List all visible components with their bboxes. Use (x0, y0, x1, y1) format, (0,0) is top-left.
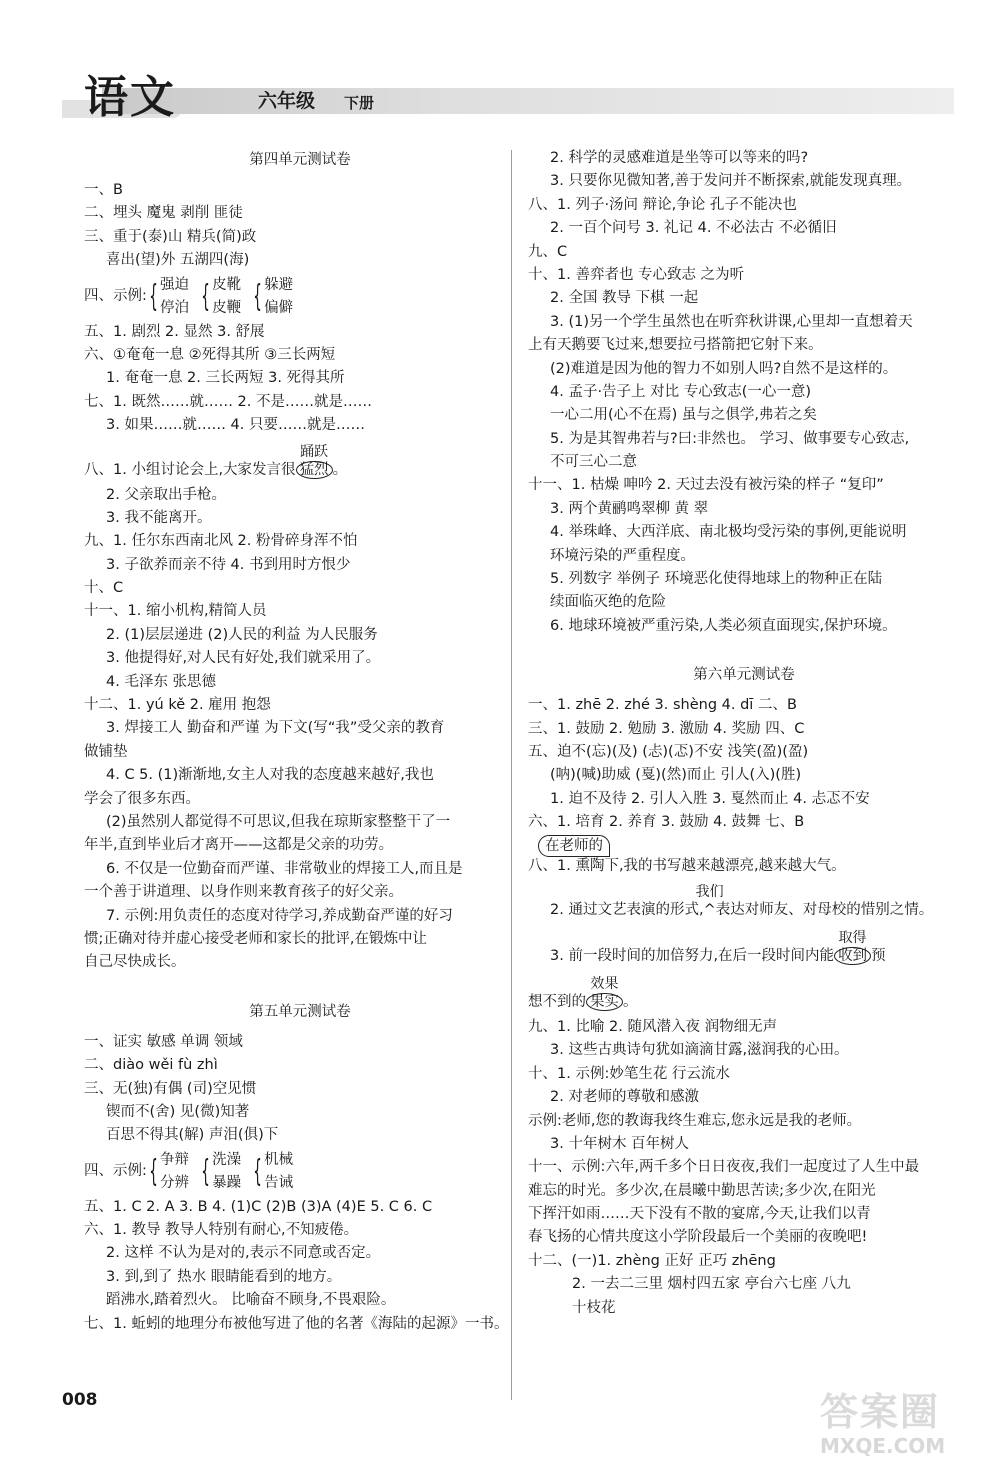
word-pair (212, 1149, 241, 1195)
word-pair (264, 274, 293, 320)
answer-text: 。 (332, 461, 348, 478)
answer-line: 七、1. 蚯蚓的地理分布被他写进了他的名著《海陆的起源》一书。 (84, 1315, 509, 1332)
answer-line: 惯;正确对待并虚心接受老师和家长的批评,在锻炼中让 (84, 930, 427, 947)
answer-label: 四、示例: (84, 1162, 147, 1179)
answer-line: 3. 这些古典诗句犹如滴滴甘露,滋润我的心田。 (550, 1042, 849, 1059)
word: 分辨 (159, 1174, 189, 1191)
answer-line (528, 970, 960, 1016)
watermark-url: MXQE.COM (820, 1434, 946, 1458)
answer-line: 八、1. 列子·汤问 辩论,争论 孔子不能决也 (528, 196, 797, 213)
answer-line: 一心二用(心不在焉) 虽与之俱学,弗若之矣 (550, 407, 818, 424)
unit6-title: 第六单元测试卷 (693, 667, 795, 684)
answer-label: 四、示例: (84, 287, 147, 304)
answer-line: 二、埋头 魔鬼 剥削 匪徒 (84, 205, 243, 222)
correction-mark (296, 438, 333, 502)
answer-line: 3. 他提得好,对人民有好处,我们就采用了。 (106, 650, 381, 667)
insertion-word: 我们 (695, 883, 724, 900)
answer-line (528, 878, 960, 924)
answer-line: 十枝花 (572, 1299, 616, 1316)
answer-line: 锲而不(舍) 见(微)知著 (106, 1103, 250, 1120)
correction-word: 取得 (838, 929, 867, 946)
answer-text: 预 (871, 947, 886, 964)
brace-glyph: { (201, 1153, 210, 1189)
answer-line: 4. 举珠峰、大西洋底、南北极均受污染的事例,更能说明 (550, 524, 907, 541)
answer-line: 喜出(望)外 五湖四(海) (106, 252, 250, 269)
answer-line: 春飞扬的心情共度这小学阶段最后一个美丽的夜晚吧! (528, 1229, 868, 1246)
answer-line: 七、1. 既然……就…… 2. 不是……就是…… (84, 393, 372, 410)
answer-line: 一、B (84, 182, 123, 198)
correction-word: 踊跃 (300, 443, 329, 460)
answer-line: 2. 全国 教导 下棋 一起 (550, 290, 699, 307)
answer-line: (呐)(喊)助威 (戛)(然)而止 引人(入)(胜) (550, 767, 802, 784)
answer-line: 4. 孟子·告子上 对比 专心致志(一心一意) (550, 383, 812, 400)
circled-word: 果实 (586, 993, 623, 1011)
word: 偏僻 (264, 299, 294, 316)
word-pair-group (84, 273, 516, 321)
answer-line: 3. 子欲养而亲不待 4. 书到用时方恨少 (106, 556, 351, 573)
answer-line: 3. 十年树木 百年树人 (550, 1135, 690, 1152)
answer-line: 三、1. 鼓励 2. 勉励 3. 激励 4. 奖励 四、C (528, 720, 805, 737)
circled-word: 收到 (834, 947, 871, 965)
answer-line: 3. 到,到了 热水 眼睛能看到的地方。 (106, 1268, 342, 1285)
answer-text: 想不到的 (528, 993, 586, 1010)
answer-line: 六、①奄奄一息 ②死得其所 ③三长两短 (84, 346, 336, 363)
answer-line: (2)难道是因为他的智力不如别人吗?自然不是这样的。 (550, 360, 898, 377)
answer-line: 三、无(独)有偶 (司)空见惯 (84, 1080, 257, 1097)
answer-line (84, 438, 516, 484)
word: 皮靴 (212, 276, 242, 293)
answer-line: 2. (1)层层递进 (2)人民的利益 为人民服务 (106, 626, 378, 643)
answer-line: (2)虽然别人都觉得不可思议,但我在琼斯家整整干了一 (106, 813, 451, 830)
volume-label: 下册 (344, 94, 375, 112)
insertion-note-row (528, 835, 960, 855)
brace-glyph: { (253, 278, 262, 314)
word: 洗澡 (212, 1151, 242, 1168)
brace-glyph: { (149, 278, 158, 314)
answer-line: 自己尽快成长。 (84, 954, 186, 971)
unit4-title: 第四单元测试卷 (249, 152, 351, 168)
answer-line: 八、1. 熏陶下,我的书写越来越漂亮,越来越大气。 (528, 857, 846, 874)
insertion-note: 在老师的 (538, 835, 610, 857)
word-pair-group (84, 1148, 516, 1196)
answer-line: 九、1. 比喻 2. 随风潜入夜 润物细无声 (528, 1018, 778, 1035)
word: 告诫 (264, 1174, 294, 1191)
word: 躲避 (264, 276, 294, 293)
answer-line: 六、1. 教导 教导人特别有耐心,不知疲倦。 (84, 1222, 359, 1239)
answer-line: 2. 这样 不认为是对的,表示不同意或否定。 (106, 1245, 381, 1262)
grade-label: 六年级 (258, 90, 316, 112)
answer-line: 一、1. zhē 2. zhé 3. shèng 4. dī 二、B (528, 697, 797, 714)
answer-line: 十一、1. 枯燥 呻吟 2. 天过去没有被污染的样子 “复印” (528, 477, 884, 494)
correction-word: 效果 (590, 975, 619, 992)
answer-line: 十一、示例:六年,两千多个日日夜夜,我们一起度过了人生中最 (528, 1159, 920, 1176)
answer-line: 九、1. 任尔东西南北风 2. 粉骨碎身浑不怕 (84, 533, 358, 550)
answer-text: 表达对师友、对母校的惜别之情。 (715, 901, 934, 918)
answer-line: 十、1. 示例:妙笔生花 行云流水 (528, 1065, 730, 1082)
answer-line: 不可三心二意 (550, 454, 637, 471)
answer-line: 难忘的时光。多少次,在晨曦中勤思苦读;多少次,在阳光 (528, 1182, 876, 1199)
watermark-text: 答案圈 (820, 1390, 941, 1434)
answer-line: 五、迫不(忘)(及) (忐)(忑)不安 浅笑(盈)(盈) (528, 743, 809, 760)
answer-line: 一、证实 敏感 单调 领域 (84, 1033, 243, 1050)
page-number: 008 (62, 1390, 98, 1410)
answer-line: 九、C (528, 243, 568, 260)
answer-line: 2. 父亲取出手枪。 (106, 486, 226, 503)
answer-line: 3. 只要你见微知著,善于发问并不断探索,就能发现真理。 (550, 173, 912, 190)
brace-glyph: { (253, 1153, 262, 1189)
answer-line: 蹈沸水,踏着烈火。 比喻奋不顾身,不畏艰险。 (106, 1292, 396, 1309)
answer-line: 十、C (84, 580, 124, 597)
answer-line: 学会了很多东西。 (84, 790, 200, 807)
answer-line: 二、diào wěi fù zhì (84, 1057, 218, 1074)
answer-line: 2. 一去二三里 烟村四五家 亭台六七座 八九 (572, 1276, 851, 1293)
answer-line: 十一、1. 缩小机构,精简人员 (84, 603, 267, 620)
word-pair (264, 1149, 293, 1195)
word: 强迫 (159, 276, 189, 293)
answer-line: 6. 不仅是一位勤奋而严谨、非常敬业的焊接工人,而且是 (106, 860, 463, 877)
answer-line: 十、1. 善弈者也 专心致志 之为听 (528, 266, 745, 283)
answer-line: 4. 毛泽东 张思德 (106, 673, 217, 690)
word: 暴躁 (212, 1174, 242, 1191)
answer-line: 3. 我不能离开。 (106, 509, 212, 526)
answer-line: 7. 示例:用负责任的态度对待学习,养成勤奋严谨的好习 (106, 907, 453, 924)
brace-glyph: { (201, 278, 210, 314)
answer-line: 1. 迫不及待 2. 引人入胜 3. 戛然而止 4. 忐忑不安 (550, 790, 870, 807)
answer-line: 百思不得其(解) 声泪(俱)下 (106, 1127, 279, 1144)
unit5-title: 第五单元测试卷 (249, 1003, 351, 1020)
word: 皮鞭 (212, 299, 242, 316)
word-pair (212, 274, 241, 320)
answer-line: 续面临灭绝的危险 (550, 594, 666, 611)
answer-line: 十二、(一)1. zhèng 正好 正巧 zhēng (528, 1252, 776, 1269)
answer-line: 1. 奄奄一息 2. 三长两短 3. 死得其所 (106, 370, 345, 387)
answer-line: 2. 一百个问号 3. 礼记 4. 不必法古 不必循旧 (550, 220, 837, 237)
answer-line: 5. 列数字 举例子 环境恶化使得地球上的物种正在陆 (550, 571, 883, 588)
word: 机械 (264, 1151, 294, 1168)
header-band (102, 88, 954, 114)
answer-line: 三、重于(泰)山 精兵(简)政 (84, 228, 257, 245)
answer-line: 3. 焊接工人 勤奋和严谨 为下文(写“我”受父亲的教育 (106, 720, 445, 737)
circled-word: 猛烈 (296, 461, 333, 479)
answer-line: 6. 地球环境被严重污染,人类必须直面现实,保护环境。 (550, 617, 897, 634)
answer-line: 年半,直到毕业后才离开——这都是父亲的功劳。 (84, 837, 394, 854)
insertion-mark: 我们 ^ (704, 878, 716, 942)
answer-line: 2. 对老师的尊敬和感激 (550, 1089, 699, 1106)
answer-line: 3. (1)另一个学生虽然也在听弈秋讲课,心里却一直想着天 (550, 313, 913, 330)
answer-line: 六、1. 培育 2. 养育 3. 鼓励 4. 鼓舞 七、B (528, 814, 805, 831)
answer-text: 。 (623, 993, 638, 1010)
answer-line: 五、1. C 2. A 3. B 4. (1)C (2)B (3)A (4)E 5. C 6. C (84, 1198, 433, 1215)
word-pair (160, 274, 189, 320)
correction-mark (834, 924, 871, 988)
answer-line: 下挥汗如雨……天下没有不散的宴席,今天,让我们以青 (528, 1206, 871, 1223)
watermark-logo (820, 1390, 990, 1468)
answer-line: 4. C 5. (1)渐渐地,女主人对我的态度越来越好,我也 (106, 767, 434, 784)
answer-line: 环境污染的严重程度。 (550, 547, 695, 564)
answer-line: 2. 科学的灵感难道是坐等可以等来的吗? (550, 150, 809, 166)
answer-line: 做铺垫 (84, 743, 128, 760)
answer-line: 一个善于讲道理、以身作则来教育孩子的好父亲。 (84, 884, 403, 901)
answer-line: 上有天鹅要飞过来,想要拉弓搭箭把它射下来。 (528, 337, 823, 354)
right-column (528, 147, 960, 1320)
brace-glyph: { (149, 1153, 158, 1189)
word-pair (160, 1149, 189, 1195)
correction-mark (586, 970, 623, 1034)
answer-text: 八、1. 小组讨论会上,大家发言很 (84, 461, 296, 478)
word: 停泊 (159, 299, 189, 316)
left-column (84, 147, 516, 1336)
answer-line: 示例:老师,您的教诲我终生难忘,您永远是我的老师。 (528, 1112, 862, 1129)
answer-line: 五、1. 剧烈 2. 显然 3. 舒展 (84, 323, 265, 340)
answer-text: 3. 前一段时间的加倍努力,在后一段时间内能 (550, 947, 835, 964)
answer-line: 5. 为是其智弗若与?曰:非然也。 学习、做事要专心致志, (550, 430, 910, 447)
answer-line: 十二、1. yú kě 2. 雇用 抱怨 (84, 697, 271, 714)
answer-text: 2. 通过文艺表演的形式, (550, 901, 704, 918)
subject-title: 语文 (84, 72, 176, 123)
page-header (62, 70, 954, 126)
answer-line: 3. 如果……就…… 4. 只要……就是…… (106, 417, 365, 434)
word: 争辩 (159, 1151, 189, 1168)
answer-line: 3. 两个黄鹂鸣翠柳 黄 翠 (550, 500, 709, 517)
